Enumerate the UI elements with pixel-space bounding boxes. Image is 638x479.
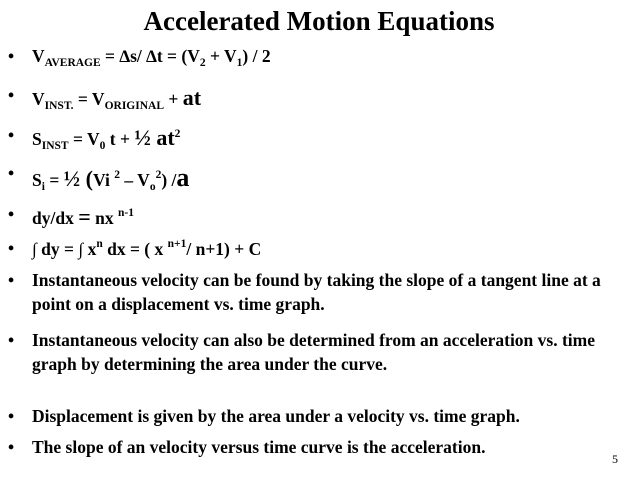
equation-average-velocity: $V_{AVERAGE} = \Delta s/$ $\Delta t = (V_2 + V_1) / 2$ [32,46,271,69]
bullet-area-acceleration [8,328,632,376]
text-area-acceleration: Instantaneous velocity can also be determined from an acceleration vs. time graph by determining the area under the curve. [32,330,596,374]
equation-displacement-squared: $S_i$ = ½ (Vi $^2 - V_o^2$) /a [32,163,190,193]
equation-derivative: dy/dx = nx $^{n-1}$ [32,204,134,229]
bullet-dot: • [8,125,15,145]
bullet-dot: • [8,46,15,66]
bullet-dot: • [8,406,15,426]
bullet-dot: • [8,238,15,258]
bullet-slope-displacement [8,268,632,316]
bullet-dot: • [8,163,15,183]
text-slope-velocity: The slope of an velocity versus time curve is the acceleration. [32,437,486,457]
bullet-dot: • [8,270,15,290]
bullet-dot: • [8,204,15,224]
text-slope-displacement: Instantaneous velocity can be found by taking the slope of a tangent line at a point on a displacement vs. time graph. [32,270,601,314]
equation-integral: ∫ dy = ∫ $x^n$ dx = ( x $^{n+1}$/ n+1) + C [32,238,262,259]
bullet-dot: • [8,330,15,350]
text-displacement-area: Displacement is given by the area under a velocity vs. time graph. [32,406,520,426]
bullet-dot: • [8,437,15,457]
equation-instant-displacement: $S_{INST} = V_0$ t + ½ $at^2$ [32,125,181,152]
bullet-dot: • [8,85,15,105]
slide-title: Accelerated Motion Equations [143,6,495,36]
equation-instant-velocity: $V_{INST.} = V_{ORIGINAL}$ + at [32,85,202,112]
page-number: 5 [612,452,618,466]
